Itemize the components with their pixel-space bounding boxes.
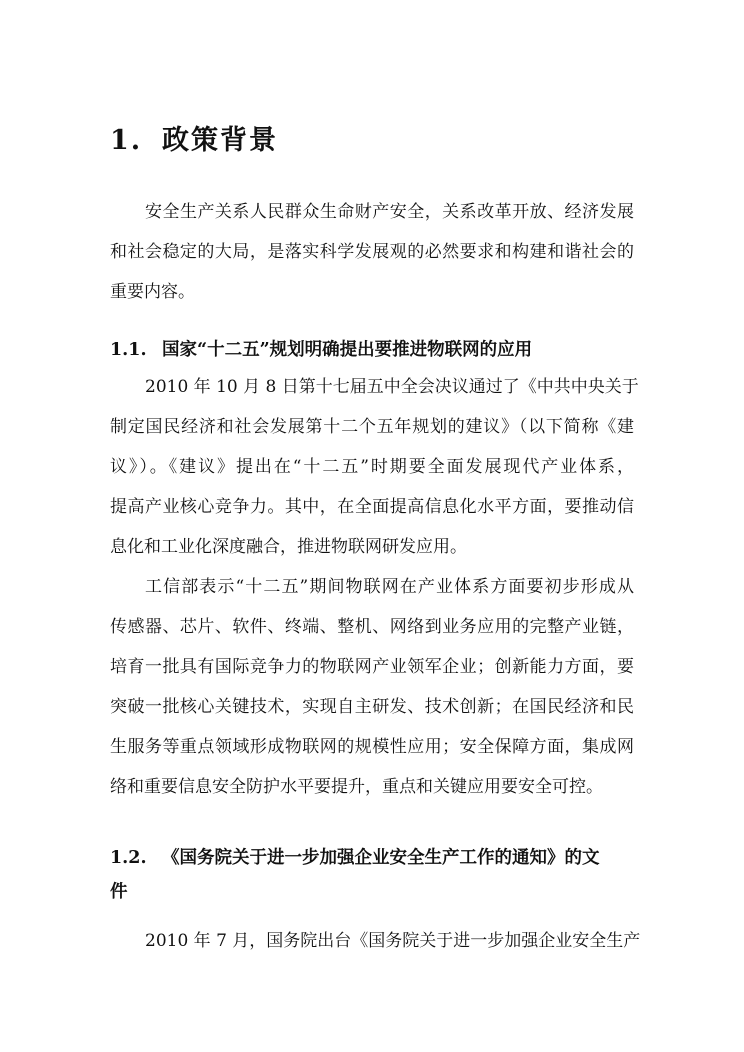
section-title-line2: 件: [110, 882, 128, 902]
paragraph-line: 突破一批核心关键技术，实现自主研发、技术创新；在国民经济和民: [110, 697, 634, 717]
section-heading-1-2: [110, 844, 634, 869]
paragraph-line: 提高产业核心竞争力。其中，在全面提高信息化水平方面，要推动信: [110, 497, 634, 517]
paragraph-line: 培育一批具有国际竞争力的物联网产业领军企业；创新能力方面，要: [110, 657, 634, 677]
paragraph-line: 络和重要信息安全防护水平要提升，重点和关键应用要安全可控。: [110, 777, 603, 797]
heading-policy-background: [110, 118, 278, 157]
section-number: 1.2.: [110, 848, 147, 868]
paragraph-line: 重要内容。: [110, 282, 195, 302]
paragraph-line: 生服务等重点领域形成物联网的规模性应用；安全保障方面，集成网: [110, 737, 634, 757]
paragraph-line: 安全生产关系人民群众生命财产安全，关系改革开放、经济发展: [145, 202, 634, 222]
section-title-line1: 《国务院关于进一步加强企业安全生产工作的通知》的文: [162, 848, 600, 868]
section-heading-1-1: [110, 336, 634, 361]
heading-title: 政策背景: [162, 125, 278, 156]
paragraph-line: 工信部表示“十二五”期间物联网在产业体系方面要初步形成从: [145, 577, 634, 597]
paragraph-line: 制定国民经济和社会发展第十二个五年规划的建议》（以下简称《建: [110, 417, 634, 437]
paragraph-line: 2010 年 7 月，国务院出台《国务院关于进一步加强企业安全生产: [145, 931, 641, 951]
paragraph-line: 传感器、芯片、软件、终端、整机、网络到业务应用的完整产业链，: [110, 617, 634, 637]
section-title: 国家“十二五”规划明确提出要推进物联网的应用: [162, 340, 533, 360]
paragraph-line: 议》）。《建议》提出在“十二五”时期要全面发展现代产业体系，: [110, 457, 634, 477]
heading-number: 1.: [110, 125, 143, 156]
section-number: 1.1.: [110, 340, 147, 360]
paragraph-line: 和社会稳定的大局，是落实科学发展观的必然要求和构建和谐社会的: [110, 242, 634, 262]
paragraph-line: 2010 年 10 月 8 日第十七届五中全会决议通过了《中共中央关于: [145, 377, 639, 397]
paragraph-line: 息化和工业化深度融合，推进物联网研发应用。: [110, 537, 467, 557]
